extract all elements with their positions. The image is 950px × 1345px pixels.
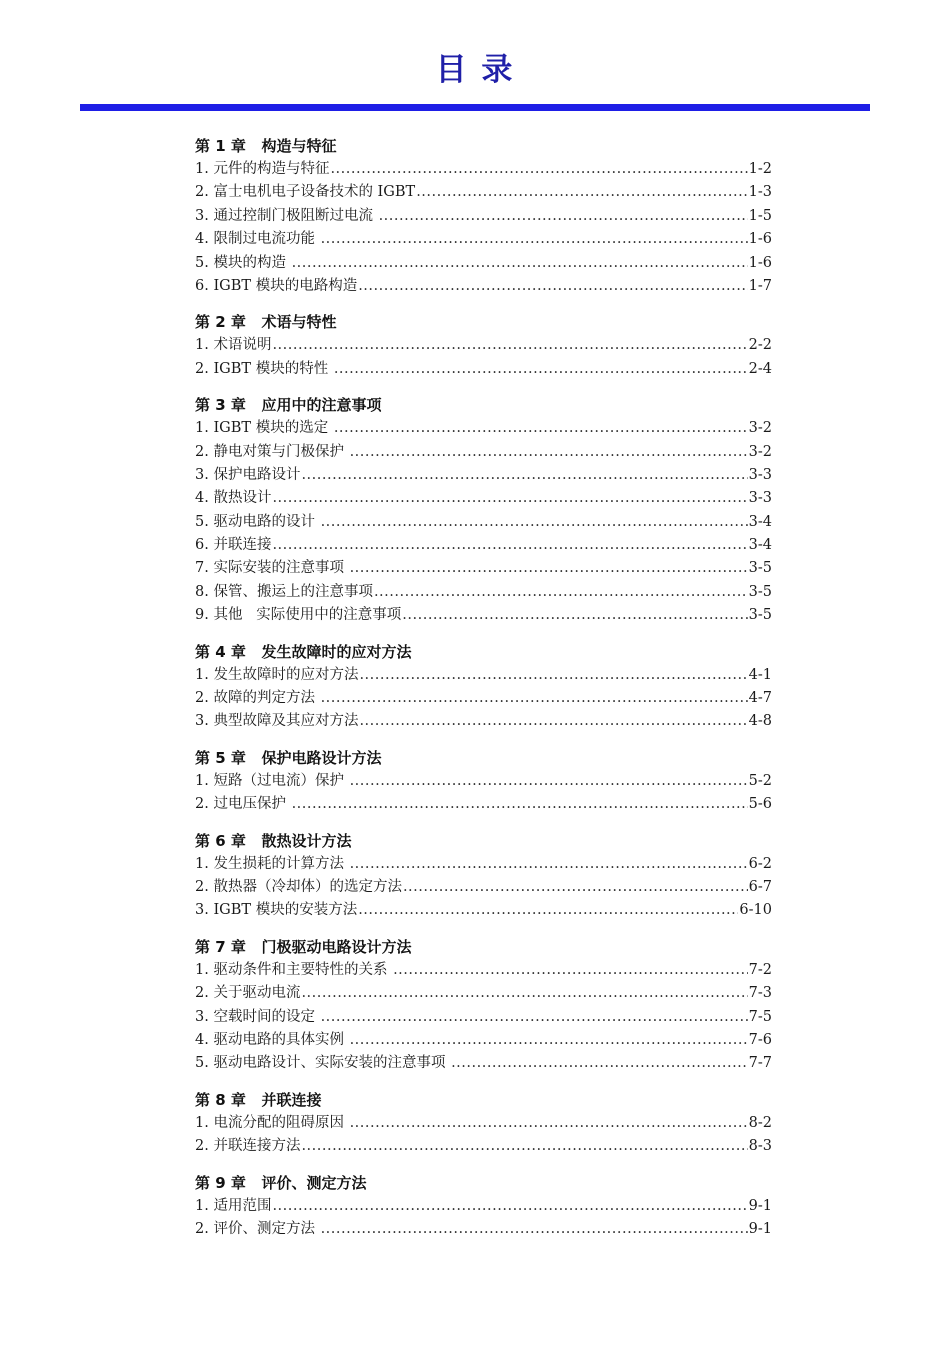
- dot-leader: [272, 1195, 747, 1218]
- dot-leader: [451, 1052, 748, 1075]
- dot-leader: [350, 441, 748, 464]
- toc-entry[interactable]: [195, 487, 772, 510]
- toc-page-number: 8-3: [748, 1138, 772, 1155]
- toc-entry[interactable]: [195, 604, 772, 627]
- dot-leader: [358, 275, 747, 298]
- toc-page-number: 4-7: [748, 690, 772, 707]
- toc-entry[interactable]: [195, 205, 772, 228]
- toc-page-number: 3-3: [748, 490, 772, 507]
- chapter-heading[interactable]: 第 4 章 发生故障时的应对方法: [195, 642, 412, 661]
- chapter-heading[interactable]: 第 1 章 构造与特征: [195, 137, 337, 155]
- toc-page-number: 7-5: [748, 1008, 772, 1025]
- page-title: 目 录: [435, 52, 515, 88]
- toc-page-number: 3-4: [748, 537, 772, 554]
- dot-leader: [379, 205, 748, 228]
- dot-leader: [334, 417, 748, 440]
- toc-entry[interactable]: [195, 793, 772, 816]
- toc-page-number: 1-3: [748, 184, 772, 201]
- toc-entry-label: 1. 短路（过电流）保护: [195, 772, 349, 789]
- dot-leader: [321, 1006, 748, 1029]
- toc-entry-label: 2. 散热器（冷却体）的选定方法: [195, 878, 402, 895]
- chapter-heading[interactable]: 第 5 章 保护电路设计方法: [195, 748, 382, 767]
- toc-entry-label: 2. IGBT 模块的特性: [195, 360, 333, 377]
- chapter-heading[interactable]: 第 6 章 散热设计方法: [195, 831, 352, 850]
- title-rule: [80, 104, 870, 111]
- toc-entry[interactable]: [195, 534, 772, 557]
- toc-entry-label: 7. 实际安装的注意事项: [195, 560, 349, 577]
- toc-entry[interactable]: [195, 358, 772, 381]
- dot-leader: [334, 358, 748, 381]
- toc-page-number: 2-2: [748, 337, 772, 354]
- dot-leader: [301, 982, 747, 1005]
- toc-page-number: 5-6: [748, 796, 772, 813]
- toc-entry[interactable]: [195, 1112, 772, 1135]
- chapter-section: [195, 1088, 772, 1159]
- dot-leader: [301, 464, 747, 487]
- dot-leader: [272, 334, 747, 357]
- dot-leader: [321, 511, 748, 534]
- toc-entry[interactable]: [195, 1218, 772, 1241]
- toc-page-number: 1-5: [748, 207, 772, 224]
- toc-page-number: 9-1: [748, 1197, 772, 1214]
- toc-entry[interactable]: [195, 581, 772, 604]
- toc-page-number: 4-8: [748, 713, 772, 730]
- toc-entry-label: 1. 发生故障时的应对方法: [195, 666, 359, 683]
- toc-page-number: 3-5: [748, 583, 772, 600]
- dot-leader: [350, 557, 748, 580]
- toc-entry[interactable]: [195, 664, 772, 687]
- toc-page-number: 6-7: [748, 878, 772, 895]
- toc-entry[interactable]: [195, 959, 772, 982]
- dot-leader: [402, 604, 747, 627]
- toc-entry-label: 9. 其他 实际使用中的注意事项: [195, 607, 402, 624]
- toc-entry-label: 1. 术语说明: [195, 337, 272, 354]
- dot-leader: [272, 487, 747, 510]
- toc-entry-label: 5. 驱动电路设计、实际安装的注意事项: [195, 1055, 451, 1072]
- toc-entry[interactable]: [195, 687, 772, 710]
- toc-page-number: 1-6: [748, 231, 772, 248]
- dot-leader: [358, 899, 738, 922]
- toc-entry-label: 1. 发生损耗的计算方法: [195, 855, 349, 872]
- toc-entry-label: 1. 元件的构造与特征: [195, 161, 330, 177]
- chapter-section: [195, 935, 772, 1076]
- toc-page-number: 4-1: [748, 666, 772, 683]
- toc-entry-label: 3. 通过控制门极阻断过电流: [195, 207, 378, 224]
- toc-entry[interactable]: [195, 1029, 772, 1052]
- dot-leader: [350, 853, 748, 876]
- toc-entry[interactable]: [195, 228, 772, 251]
- dot-leader: [321, 228, 748, 251]
- chapter-heading[interactable]: 第 7 章 门极驱动电路设计方法: [195, 937, 412, 956]
- toc-entry-label: 3. 典型故障及其应对方法: [195, 713, 359, 730]
- dot-leader: [359, 664, 747, 687]
- toc-entry[interactable]: [195, 1006, 772, 1029]
- toc-entry-label: 5. 驱动电路的设计: [195, 513, 320, 530]
- dot-leader: [403, 876, 748, 899]
- toc-entry[interactable]: [195, 899, 772, 922]
- toc-entry-label: 2. 故障的判定方法: [195, 690, 320, 707]
- chapter-section: [195, 829, 772, 923]
- toc-entry-label: 3. 空载时间的设定: [195, 1008, 320, 1025]
- toc-page-number: 1-7: [748, 277, 772, 294]
- chapter-section: [195, 746, 772, 817]
- toc-entry[interactable]: [195, 710, 772, 733]
- toc-entry[interactable]: [195, 876, 772, 899]
- chapter-section: [195, 310, 772, 381]
- toc-page-number: 7-7: [748, 1055, 772, 1072]
- toc-page-number: 9-1: [748, 1220, 772, 1237]
- toc-entry-label: 2. 并联连接方法: [195, 1138, 301, 1155]
- dot-leader: [416, 181, 747, 204]
- toc-entry-label: 4. 散热设计: [195, 490, 272, 507]
- toc-entry-label: 1. 驱动条件和主要特性的关系: [195, 961, 393, 978]
- dot-leader: [374, 581, 748, 604]
- toc-entry[interactable]: [195, 464, 772, 487]
- toc-entry[interactable]: [195, 853, 772, 876]
- chapter-section: [195, 1171, 772, 1242]
- toc-page-number: 5-2: [748, 772, 772, 789]
- toc-page-number: 2-4: [748, 360, 772, 377]
- dot-leader: [330, 158, 747, 181]
- dot-leader: [350, 1112, 748, 1135]
- toc-entry-label: 2. 过电压保护: [195, 796, 291, 813]
- toc-entry-label: 1. 适用范围: [195, 1197, 272, 1214]
- dot-leader: [350, 770, 748, 793]
- toc-entry[interactable]: [195, 252, 772, 275]
- dot-leader: [292, 793, 748, 816]
- toc-entry-label: 3. IGBT 模块的安装方法: [195, 902, 358, 919]
- chapter-heading[interactable]: 第 9 章 评价、测定方法: [195, 1173, 367, 1192]
- toc-entry-label: 4. 驱动电路的具体实例: [195, 1031, 349, 1048]
- dot-leader: [350, 1029, 748, 1052]
- toc-entry-label: 2. 富士电机电子设备技术的 IGBT: [195, 184, 416, 201]
- chapter-section: [195, 393, 772, 628]
- toc-page-number: 3-5: [748, 607, 772, 624]
- dot-leader: [292, 252, 748, 275]
- toc-page-number: 1-2: [748, 161, 772, 177]
- toc-entry[interactable]: [195, 275, 772, 298]
- table-of-contents: [195, 134, 772, 1253]
- toc-entry[interactable]: [195, 511, 772, 534]
- dot-leader: [321, 1218, 748, 1241]
- toc-entry-label: 2. 关于驱动电流: [195, 985, 301, 1002]
- toc-entry[interactable]: [195, 1135, 772, 1158]
- toc-page-number: 3-3: [748, 466, 772, 483]
- toc-entry-label: 1. 电流分配的阻碍原因: [195, 1114, 349, 1131]
- toc-page-number: 6-10: [739, 902, 772, 919]
- toc-page-number: 7-3: [748, 985, 772, 1002]
- toc-entry-label: 2. 评价、测定方法: [195, 1220, 320, 1237]
- dot-leader: [301, 1135, 747, 1158]
- toc-entry[interactable]: [195, 441, 772, 464]
- toc-entry-label: 8. 保管、搬运上的注意事项: [195, 583, 373, 600]
- dot-leader: [321, 687, 748, 710]
- dot-leader: [359, 710, 747, 733]
- toc-page-number: 3-4: [748, 513, 772, 530]
- toc-entry[interactable]: [195, 1195, 772, 1218]
- dot-leader: [393, 959, 748, 982]
- toc-page-number: 8-2: [748, 1114, 772, 1131]
- toc-entry-label: 6. IGBT 模块的电路构造: [195, 277, 358, 294]
- toc-entry-label: 6. 并联连接: [195, 537, 272, 554]
- dot-leader: [272, 534, 747, 557]
- toc-entry-label: 4. 限制过电流功能: [195, 231, 320, 248]
- chapter-heading[interactable]: 第 3 章 应用中的注意事项: [195, 396, 382, 415]
- toc-page-number: 3-2: [748, 420, 772, 437]
- toc-page-number: 1-6: [748, 254, 772, 271]
- toc-entry[interactable]: [195, 982, 772, 1005]
- toc-entry[interactable]: [195, 158, 772, 181]
- toc-page-number: 7-2: [748, 961, 772, 978]
- toc-entry[interactable]: [195, 557, 772, 580]
- toc-page-number: 7-6: [748, 1031, 772, 1048]
- chapter-section: [195, 134, 772, 298]
- chapter-heading[interactable]: 第 2 章 术语与特性: [195, 313, 337, 332]
- toc-entry[interactable]: [195, 417, 772, 440]
- toc-entry-label: 3. 保护电路设计: [195, 466, 301, 483]
- toc-entry-label: 2. 静电对策与门极保护: [195, 443, 349, 460]
- toc-page-number: 6-2: [748, 855, 772, 872]
- toc-entry[interactable]: [195, 1052, 772, 1075]
- chapter-heading[interactable]: 第 8 章 并联连接: [195, 1090, 322, 1109]
- chapter-section: [195, 640, 772, 734]
- toc-entry[interactable]: [195, 181, 772, 204]
- toc-entry-label: 5. 模块的构造: [195, 254, 291, 271]
- toc-entry-label: 1. IGBT 模块的选定: [195, 420, 333, 437]
- toc-entry[interactable]: [195, 770, 772, 793]
- toc-page-number: 3-2: [748, 443, 772, 460]
- toc-page-number: 3-5: [748, 560, 772, 577]
- toc-entry[interactable]: [195, 334, 772, 357]
